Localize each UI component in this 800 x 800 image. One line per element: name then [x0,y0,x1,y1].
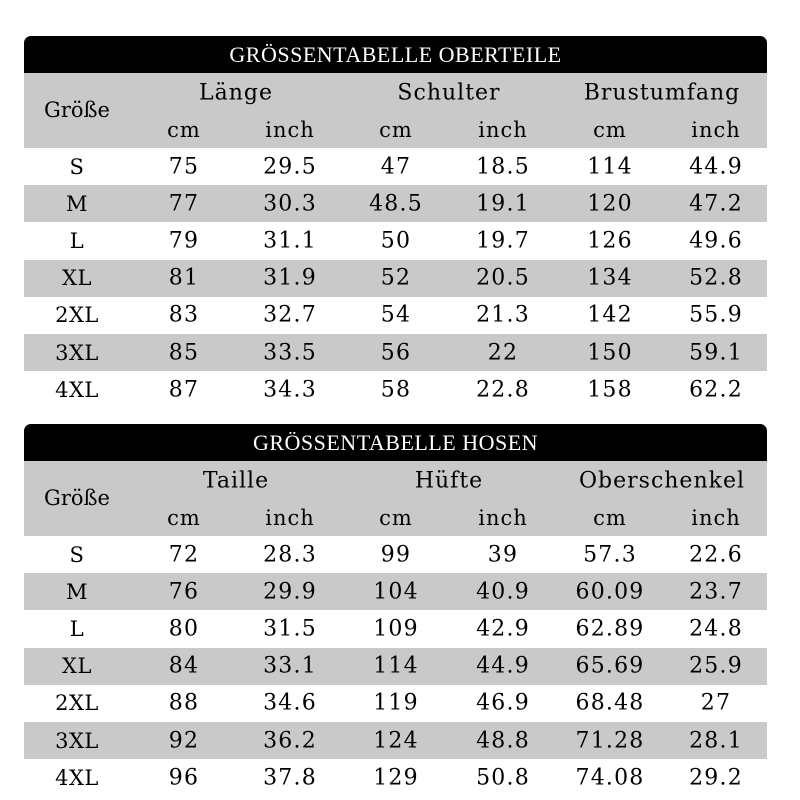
table-cell: 119 [373,690,419,716]
table-row [24,371,767,408]
table-cell: 83 [168,302,200,328]
pants-size-header: Größe [44,486,110,510]
table-cell: 44.9 [689,154,743,180]
tops-group-brustumfang: Brustumfang [583,80,741,106]
table-cell: 20.5 [476,265,530,291]
table-cell: 23.7 [689,579,743,605]
table-cell: 47 [380,154,412,180]
size-cell: 4XL [55,377,99,402]
table-cell: 24.8 [689,616,743,642]
pants-unit-header: inch [691,506,741,530]
table-cell: 36.2 [263,728,317,754]
table-cell: 22.6 [689,542,743,568]
table-cell: 99 [380,542,412,568]
table-cell: 58 [380,377,412,403]
tops-unit-header: cm [167,118,201,142]
pants-group-oberschenkel: Oberschenkel [578,468,746,494]
pants-unit-header: inch [265,506,315,530]
table-cell: 55.9 [689,302,743,328]
table-cell: 72 [168,542,200,568]
table-cell: 19.7 [476,228,530,254]
table-cell: 134 [587,265,633,291]
table-cell: 29.5 [263,154,317,180]
table-cell: 158 [587,377,633,403]
pants-unit-header: inch [478,506,528,530]
table-cell: 30.3 [263,191,317,217]
size-cell: S [69,154,85,179]
table-cell: 47.2 [689,191,743,217]
tops-table-body [24,148,767,408]
table-row [24,573,767,610]
table-cell: 87 [168,377,200,403]
pants-unit-header: cm [593,506,627,530]
table-row [24,536,767,573]
pants-size-table [24,424,767,796]
table-cell: 150 [587,340,633,366]
size-cell: L [69,616,85,641]
table-row [24,610,767,647]
table-row [24,648,767,685]
table-cell: 56 [380,340,412,366]
size-cell: XL [62,654,92,679]
table-cell: 59.1 [689,340,743,366]
table-cell: 22.8 [476,377,530,403]
table-row [24,759,767,796]
tops-unit-header: inch [265,118,315,142]
table-cell: 46.9 [476,690,530,716]
table-row [24,185,767,222]
table-cell: 52 [380,265,412,291]
table-cell: 31.1 [263,228,317,254]
table-cell: 42.9 [476,616,530,642]
table-cell: 96 [168,765,200,791]
pants-table-title: GRÖSSENTABELLE HOSEN [24,424,767,461]
tops-group-laenge: Länge [199,80,273,106]
table-cell: 28.1 [689,728,743,754]
table-row [24,260,767,297]
table-cell: 48.5 [369,191,423,217]
tops-size-table [24,36,767,408]
table-cell: 48.8 [476,728,530,754]
table-cell: 129 [373,765,419,791]
table-cell: 77 [168,191,200,217]
table-cell: 22 [487,340,519,366]
table-cell: 33.5 [263,340,317,366]
table-cell: 54 [380,302,412,328]
table-cell: 84 [168,653,200,679]
table-cell: 18.5 [476,154,530,180]
table-cell: 27 [700,690,732,716]
table-cell: 37.8 [263,765,317,791]
table-cell: 32.7 [263,302,317,328]
size-cell: XL [62,266,92,291]
table-cell: 60.09 [575,579,645,605]
table-cell: 62.2 [689,377,743,403]
table-cell: 92 [168,728,200,754]
size-cell: 2XL [55,691,99,716]
table-row [24,722,767,759]
size-cell: 3XL [55,728,99,753]
table-cell: 114 [587,154,633,180]
pants-unit-header: cm [167,506,201,530]
tops-unit-header: cm [593,118,627,142]
table-cell: 104 [373,579,419,605]
table-cell: 57.3 [583,542,637,568]
table-cell: 21.3 [476,302,530,328]
table-cell: 74.08 [575,765,645,791]
table-cell: 40.9 [476,579,530,605]
table-cell: 68.48 [575,690,645,716]
table-cell: 29.2 [689,765,743,791]
table-cell: 49.6 [689,228,743,254]
table-cell: 50 [380,228,412,254]
table-cell: 31.9 [263,265,317,291]
table-row [24,222,767,259]
table-cell: 81 [168,265,200,291]
table-cell: 79 [168,228,200,254]
table-cell: 19.1 [476,191,530,217]
pants-table-body [24,536,767,796]
pants-group-huefte: Hüfte [414,468,484,494]
size-cell: L [69,228,85,253]
table-cell: 39 [487,542,519,568]
table-cell: 28.3 [263,542,317,568]
table-cell: 109 [373,616,419,642]
table-cell: 114 [373,653,419,679]
size-cell: 3XL [55,340,99,365]
table-cell: 50.8 [476,765,530,791]
table-cell: 126 [587,228,633,254]
size-cell: 2XL [55,303,99,328]
table-cell: 34.6 [263,690,317,716]
table-cell: 142 [587,302,633,328]
table-cell: 34.3 [263,377,317,403]
table-cell: 124 [373,728,419,754]
table-row [24,685,767,722]
table-cell: 62.89 [575,616,645,642]
table-cell: 88 [168,690,200,716]
table-row [24,297,767,334]
tops-table-title: GRÖSSENTABELLE OBERTEILE [24,36,767,73]
size-cell: S [69,542,85,567]
table-cell: 120 [587,191,633,217]
pants-table-header [24,461,767,536]
tops-table-header [24,73,767,148]
pants-unit-header: cm [379,506,413,530]
table-cell: 44.9 [476,653,530,679]
size-cell: 4XL [55,765,99,790]
tops-unit-header: inch [691,118,741,142]
tops-unit-header: inch [478,118,528,142]
tops-size-header: Größe [44,98,110,122]
size-cell: M [65,579,89,604]
table-cell: 65.69 [575,653,645,679]
size-cell: M [65,191,89,216]
tops-group-schulter: Schulter [397,80,501,106]
table-cell: 25.9 [689,653,743,679]
table-cell: 31.5 [263,616,317,642]
table-cell: 52.8 [689,265,743,291]
table-cell: 85 [168,340,200,366]
table-cell: 80 [168,616,200,642]
table-cell: 75 [168,154,200,180]
table-row [24,334,767,371]
table-cell: 76 [168,579,200,605]
tops-unit-header: cm [379,118,413,142]
table-cell: 71.28 [575,728,645,754]
table-cell: 33.1 [263,653,317,679]
table-row [24,148,767,185]
pants-group-taille: Taille [202,468,270,494]
table-cell: 29.9 [263,579,317,605]
